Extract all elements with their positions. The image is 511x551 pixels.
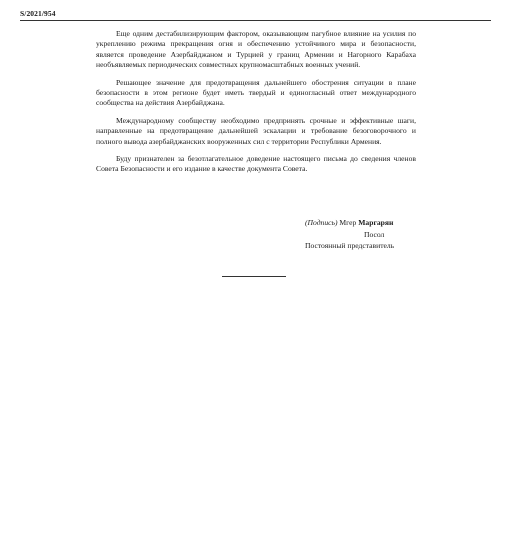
header-divider — [20, 20, 491, 21]
end-divider — [222, 276, 286, 277]
signatory-first-name: Мгер — [339, 218, 357, 227]
document-symbol: S/2021/954 — [20, 9, 56, 18]
signatory-title: Посол — [364, 229, 385, 239]
letter-body — [96, 29, 416, 182]
body-paragraph: Международному сообществу необходимо предпринять срочные и эффективные шаги, направленные на предотвращение дальнейшей эскалации и требование безоговорочного и полного вывода азербайджанских вооруженных сил с территории Республики Армения. — [96, 115, 416, 146]
body-paragraph: Решающее значение для предотвращения дальнейшего обострения ситуации в плане безопасности в этом регионе будет иметь твердый и единогласный ответ международного сообщества на действия Азербайджана. — [96, 77, 416, 108]
signed-label: (Подпись) — [305, 218, 338, 227]
signatory-role: Постоянный представитель — [305, 241, 395, 250]
body-paragraph: Еще одним дестабилизирующим фактором, оказывающим пагубное влияние на усилия по укреплению режима прекращения огня и обеспечению устойчивого мира и безопасности, является проведение Азербайджаном и Турцией у границ Армении и Нагорного Карабаха необъявляемых периодических совместных крупномасштабных военных учений. — [96, 29, 416, 70]
body-paragraph: Буду признателен за безотлагательное доведение настоящего письма до сведения членов Совета Безопасности и его издание в качестве документа Совета. — [96, 154, 416, 174]
signature-name-line — [305, 217, 394, 229]
signature-block — [305, 217, 394, 252]
signatory-surname: Маргарян — [358, 218, 394, 227]
